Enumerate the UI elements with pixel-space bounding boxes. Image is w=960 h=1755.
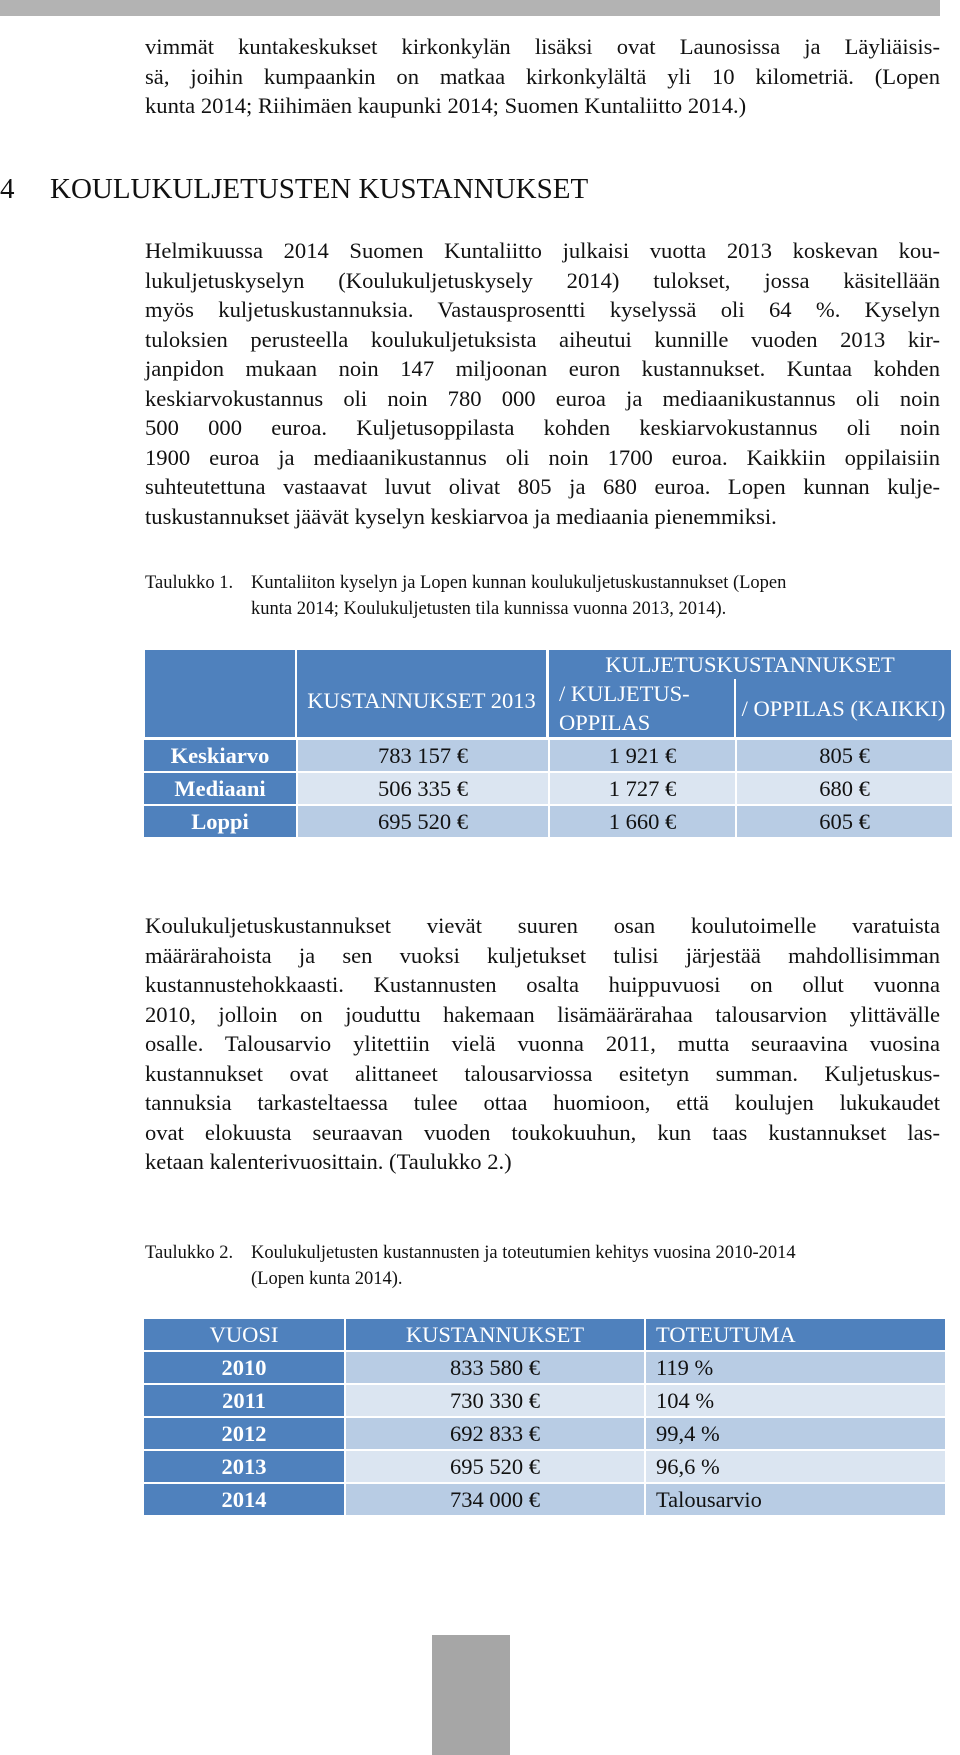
year-cell: 2012 <box>144 1416 344 1449</box>
text-line: Koulukuljetuskustannukset vievät suuren osan koulutoimelle varatuista <box>145 913 940 938</box>
text-line: tuloksien perusteella koulukuljetuksista aiheutui kunnille vuoden 2013 kir- <box>145 326 940 352</box>
table-cell: 119 % <box>644 1350 945 1383</box>
table-row <box>144 1383 945 1416</box>
table-cell: 506 335 € <box>296 771 548 804</box>
year-cell: 2010 <box>144 1350 344 1383</box>
section-title: KOULUKULJETUSTEN KUSTANNUKSET <box>50 173 589 205</box>
year-cell: 2014 <box>144 1482 344 1515</box>
cost-table <box>144 649 952 837</box>
table-cell: 1 921 € <box>548 738 735 771</box>
column-header: / OPPILAS (KAIKKI) <box>735 679 952 738</box>
text-line: määrärahoista ja sen vuoksi kuljetukset tulisi järjestää mahdollisimman <box>145 942 940 968</box>
table-header-row <box>144 1318 945 1350</box>
table-cell: Talousarvio <box>644 1482 945 1515</box>
table-row <box>144 1350 945 1383</box>
column-header: KUSTANNUKSET <box>344 1318 644 1350</box>
table-cell: 734 000 € <box>344 1482 644 1515</box>
text-line: myös kuljetuskustannuksia. Vastausprosentti kyselyssä oli 64 %. Kyselyn <box>145 297 940 322</box>
paragraph-2 <box>145 911 940 1177</box>
table1-caption <box>145 570 945 622</box>
text-line: 500 000 euroa. Kuljetusoppilasta kohden keskiarvokustannus oli noin <box>145 415 940 440</box>
year-cell: 2011 <box>144 1383 344 1416</box>
caption-label: Taulukko 1. <box>145 573 234 593</box>
table-cell: 96,6 % <box>644 1449 945 1482</box>
table-cell: 99,4 % <box>644 1416 945 1449</box>
table-cell: 1 660 € <box>548 804 735 837</box>
table-row <box>144 1449 945 1482</box>
yearly-cost-table <box>144 1318 945 1515</box>
row-header: Mediaani <box>144 771 296 804</box>
row-header: Keskiarvo <box>144 738 296 771</box>
section-number: 4 <box>0 173 15 205</box>
table-header-row <box>144 649 952 679</box>
table2-caption <box>145 1240 945 1292</box>
corner-cell <box>144 649 296 738</box>
table-cell: 605 € <box>735 804 952 837</box>
table-cell: 680 € <box>735 771 952 804</box>
table-cell: 695 520 € <box>296 804 548 837</box>
text-line: 2010, jolloin on jouduttu hakemaan lisämäärärahaa talousarvion ylittävälle <box>145 1001 940 1027</box>
text-line: kustannustehokkaasti. Kustannusten osalta huippuvuosi on ollut vuonna <box>145 972 940 997</box>
column-header: / KULJETUS-OPPILAS <box>548 679 735 738</box>
text-line: lukuljetuskyselyn (Koulukuljetuskysely 2014) tulokset, jossa käsitellään <box>145 267 940 293</box>
intro-paragraph <box>145 32 940 121</box>
text-line: kunta 2014; Riihimäen kaupunki 2014; Suomen Kuntaliitto 2014.) <box>145 93 747 118</box>
table-cell: 730 330 € <box>344 1383 644 1416</box>
table-cell: 692 833 € <box>344 1416 644 1449</box>
text-line: 1900 euroa ja mediaanikustannus oli noin 1700 euroa. Kaikkiin oppilaisiin <box>145 444 940 470</box>
text-line: ovat elokuusta seuraavan vuoden toukokuuhun, kun taas kustannukset las- <box>145 1119 940 1145</box>
table-row <box>144 738 952 771</box>
table-row <box>144 771 952 804</box>
text-line: suhteutettuna vastaavat luvut olivat 805 ja 680 euroa. Lopen kunnan kulje- <box>145 474 940 499</box>
text-line: osalle. Talousarvio ylitettiin vielä vuonna 2011, mutta seuraavina vuosina <box>145 1031 940 1056</box>
table-cell: 805 € <box>735 738 952 771</box>
section-heading <box>0 173 588 206</box>
year-cell: 2013 <box>144 1449 344 1482</box>
text-line: sä, joihin kumpaankin on matkaa kirkonkylältä yli 10 kilometriä. (Lopen <box>145 63 940 89</box>
table-cell: 104 % <box>644 1383 945 1416</box>
text-line: vimmät kuntakeskukset kirkonkylän lisäksi ovat Launosissa ja Läyliäisis- <box>145 34 940 59</box>
table-cell: 833 580 € <box>344 1350 644 1383</box>
table-cell: 695 520 € <box>344 1449 644 1482</box>
table-row <box>144 1416 945 1449</box>
table-row <box>144 804 952 837</box>
text-line: ketaan kalenterivuosittain. (Taulukko 2.) <box>145 1149 512 1174</box>
caption-text: kunta 2014; Koulukuljetusten tila kunnissa vuonna 2013, 2014). <box>251 599 727 619</box>
caption-text: Koulukuljetusten kustannusten ja toteutumien kehitys vuosina 2010-2014 <box>251 1243 796 1263</box>
table-cell: 1 727 € <box>548 771 735 804</box>
column-header: TOTEUTUMA <box>644 1318 945 1350</box>
text-line: janpidon mukaan noin 147 miljoonan euron kustannukset. Kuntaa kohden <box>145 356 940 381</box>
table-row <box>144 1482 945 1515</box>
caption-label: Taulukko 2. <box>145 1243 234 1263</box>
caption-text: Kuntaliiton kyselyn ja Lopen kunnan koulukuljetuskustannukset (Lopen <box>251 573 787 593</box>
top-gray-bar <box>0 0 940 16</box>
text-line: tannuksia tarkasteltaessa tulee ottaa huomioon, että koulujen lukukaudet <box>145 1090 940 1115</box>
text-line: kustannukset ovat alittaneet talousarviossa esitetyn summan. Kuljetuskus- <box>145 1060 940 1086</box>
paragraph-1 <box>145 236 940 531</box>
text-line: tuskustannukset jäävät kyselyn keskiarvoa ja mediaania pienemmiksi. <box>145 503 777 529</box>
column-header: VUOSI <box>144 1318 344 1350</box>
caption-text: (Lopen kunta 2014). <box>251 1269 403 1289</box>
row-header: Loppi <box>144 804 296 837</box>
text-line: Helmikuussa 2014 Suomen Kuntaliitto julkaisi vuotta 2013 koskevan kou- <box>145 238 940 263</box>
text-line: keskiarvokustannus oli noin 780 000 euroa ja mediaanikustannus oli noin <box>145 385 940 411</box>
column-header: KUSTANNUKSET 2013 <box>296 649 548 738</box>
column-header: KULJETUSKUSTANNUKSET <box>548 649 952 679</box>
page-number-box <box>432 1635 510 1755</box>
table-cell: 783 157 € <box>296 738 548 771</box>
